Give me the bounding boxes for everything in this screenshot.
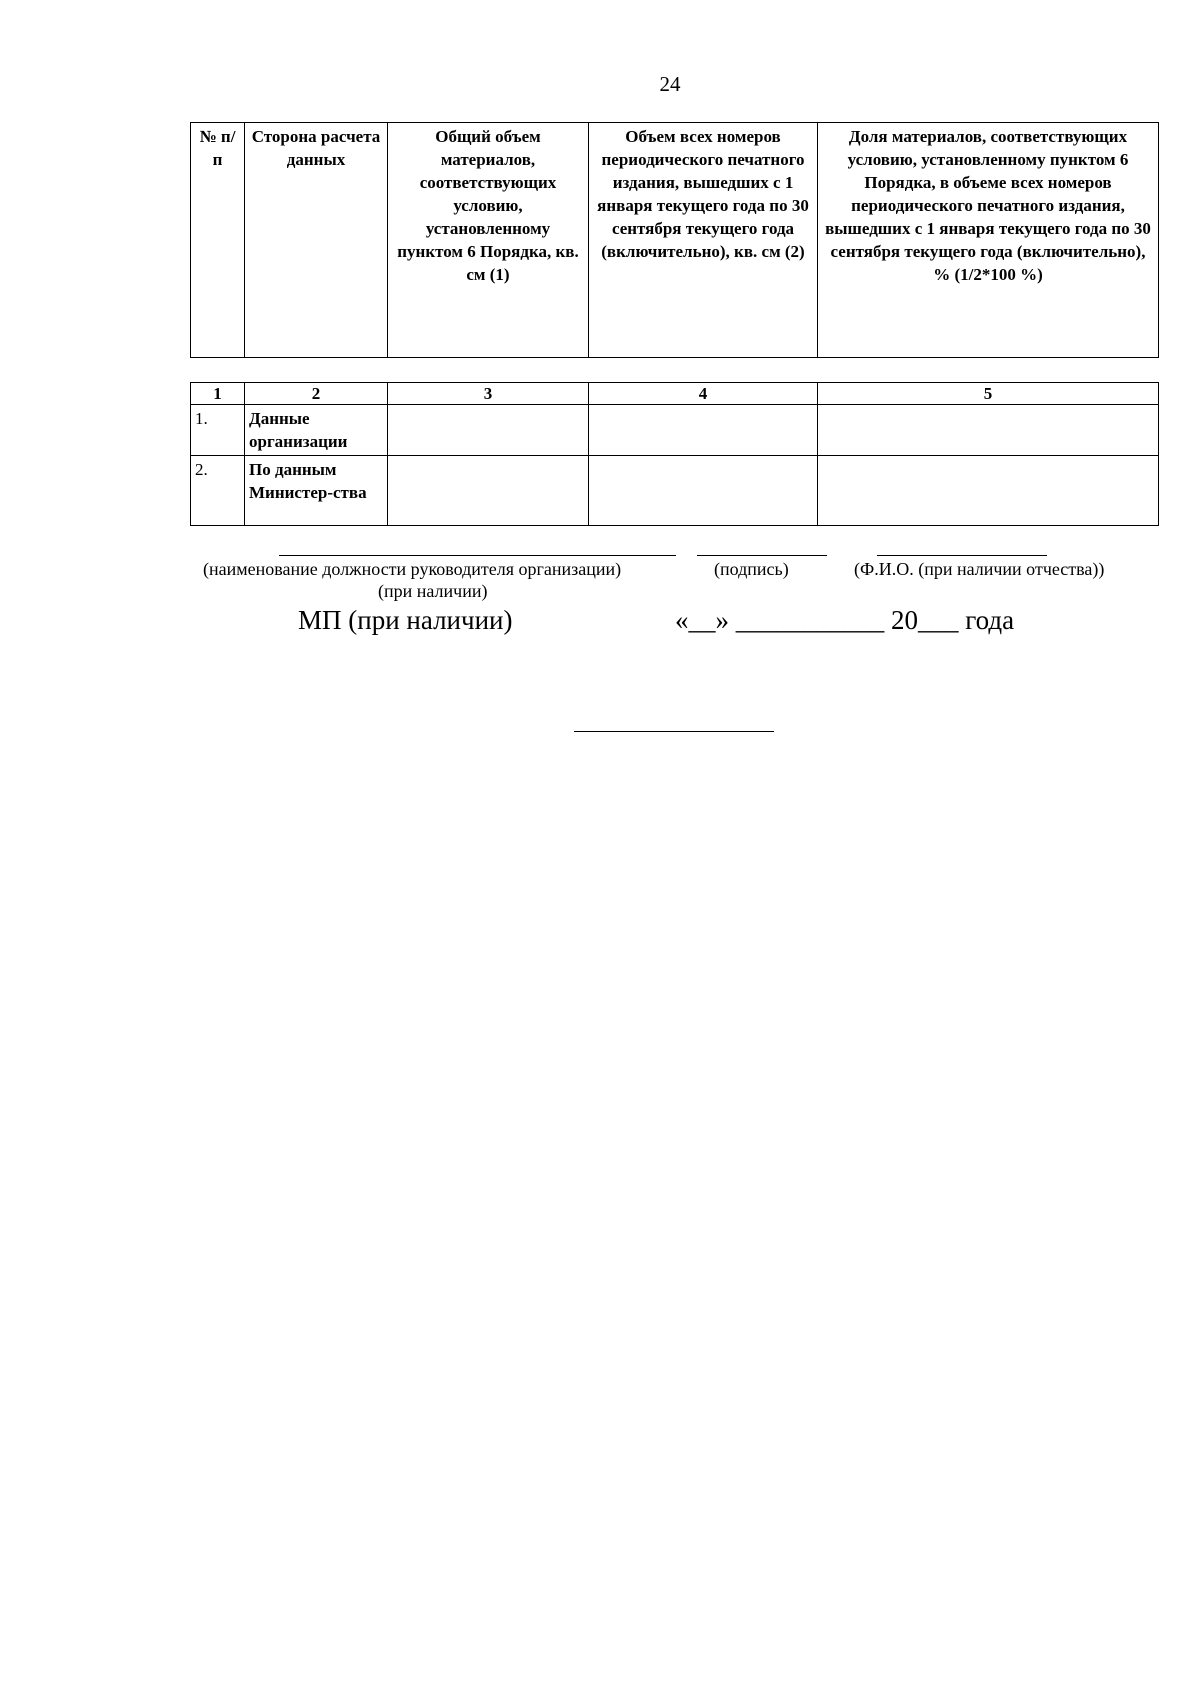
date-line: «__» ___________ 20___ года (675, 605, 1015, 635)
column-number: 1 (191, 383, 245, 405)
row-side-label: Данные организации (245, 405, 388, 456)
header-cell-issues-volume: Объем всех номеров периодического печатного издания, вышедших с 1 января текущего года по 30 сентября текущего года (включительно), кв. см (2) (589, 123, 818, 358)
position-caption-note: (при наличии) (378, 581, 488, 601)
table-cell (818, 456, 1159, 526)
header-row (191, 123, 1159, 358)
column-number-row (191, 383, 1159, 405)
position-caption: (наименование должности руководителя организации) (203, 559, 622, 579)
position-signature-line (279, 555, 676, 556)
column-number: 2 (245, 383, 388, 405)
row-side-label: По данным Министер-ства (245, 456, 388, 526)
column-number: 5 (818, 383, 1159, 405)
header-table (190, 122, 1159, 358)
table-cell (589, 456, 818, 526)
page-number: 24 (659, 72, 681, 96)
header-cell-share: Доля материалов, соответствующих условию, установленному пунктом 6 Порядка, в объеме всех номеров периодического печатного издания, вышедших с 1 января текущего года по 30 сентября текущего года (включительно), % (1/2*100 %) (818, 123, 1159, 358)
table-row (191, 456, 1159, 526)
row-number: 2. (191, 456, 245, 526)
signature-line (697, 555, 827, 556)
name-caption: (Ф.И.О. (при наличии отчества)) (854, 559, 1105, 579)
column-number: 4 (589, 383, 818, 405)
table-cell (589, 405, 818, 456)
row-number: 1. (191, 405, 245, 456)
header-cell-total-volume: Общий объем материалов, соответствующих условию, установленному пунктом 6 Порядка, кв. см (1) (388, 123, 589, 358)
name-signature-line (877, 555, 1047, 556)
end-of-document-line (574, 731, 774, 732)
table-cell (388, 405, 589, 456)
stamp-label: МП (при наличии) (298, 605, 513, 635)
table-cell (818, 405, 1159, 456)
column-number: 3 (388, 383, 589, 405)
signature-caption: (подпись) (714, 559, 789, 579)
data-table (190, 382, 1159, 526)
table-cell (388, 456, 589, 526)
header-cell-side: Сторона расчета данных (245, 123, 388, 358)
table-row (191, 405, 1159, 456)
header-cell-number: № п/п (191, 123, 245, 358)
